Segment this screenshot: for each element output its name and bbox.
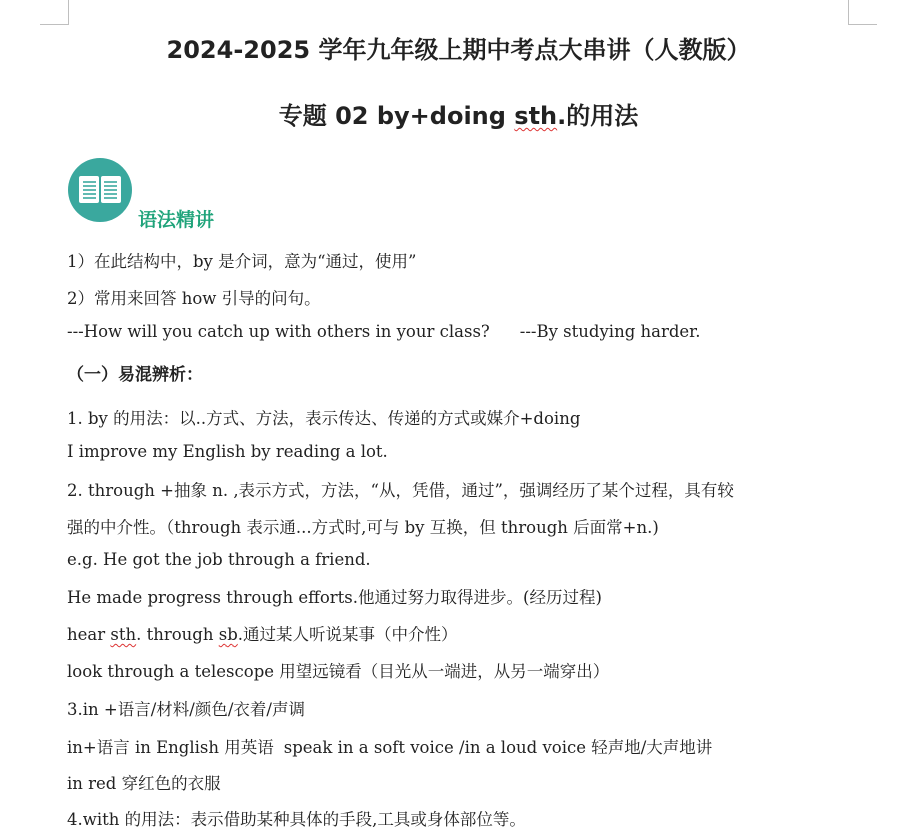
text-fragment: in+语言 in English 用英语: [67, 738, 274, 757]
text-line-6: I improve my English by reading a lot.: [67, 442, 388, 461]
text-line-7: 2. through +抽象 n. ,表示方式，方法，“从，凭借，通过”，强调经历了某个过程，具有较: [67, 481, 734, 500]
text-line-1: 1）在此结构中，by 是介词，意为“通过，使用”: [67, 252, 417, 271]
underlined-word: sth: [110, 625, 137, 644]
text-fragment: hear: [67, 625, 111, 644]
text-line-14: [67, 734, 712, 758]
text-fragment: . through: [136, 625, 219, 644]
text-line-5: 1. by 的用法：以..方式、方法，表示传达、传递的方式或媒介+doing: [67, 409, 581, 428]
example-answer: ---By studying harder.: [519, 322, 701, 341]
section-heading: 语法精讲: [138, 209, 215, 231]
document-title: 2024-2025 学年九年级上期中考点大串讲（人教版）: [166, 36, 751, 64]
subtitle-suffix: .的用法: [557, 102, 639, 130]
text-line-13: 3.in +语言/材料/颜色/衣着/声调: [67, 700, 305, 719]
page-corner-mark-left: [40, 0, 69, 25]
text-line-11: [67, 621, 458, 645]
text-fragment: speak in a soft voice /in a loud voice 轻声地/大声地讲: [283, 738, 713, 757]
example-question: ---How will you catch up with others in your class?: [67, 322, 490, 341]
subtitle-prefix: 专题 02 by+doing: [278, 102, 515, 130]
open-book-icon: [68, 158, 132, 222]
page-corner-mark-right: [848, 0, 877, 25]
text-fragment: .通过某人听说某事（中介性）: [237, 625, 458, 644]
text-line-8: 强的中介性。（through 表示通...方式时,可与 by 互换，但 through 后面常+n.): [67, 518, 659, 537]
text-line-12: look through a telescope 用望远镜看（目光从一端进，从另一端穿出）: [67, 662, 610, 681]
text-line-9: e.g. He got the job through a friend.: [67, 550, 371, 569]
text-line-16: 4.with 的用法：表示借助某种具体的手段,工具或身体部位等。: [67, 810, 526, 829]
text-line-3: [67, 322, 701, 341]
text-line-2: 2）常用来回答 how 引导的问句。: [67, 289, 321, 308]
text-line-10: He made progress through efforts.他通过努力取得进步。(经历过程): [67, 588, 602, 607]
underlined-word: sb: [218, 625, 238, 644]
subtitle-underlined-word: sth: [514, 102, 558, 130]
subsection-heading: （一）易混辨析：: [67, 365, 203, 385]
text-line-15: in red 穿红色的衣服: [67, 774, 221, 793]
document-subtitle: [0, 96, 917, 131]
